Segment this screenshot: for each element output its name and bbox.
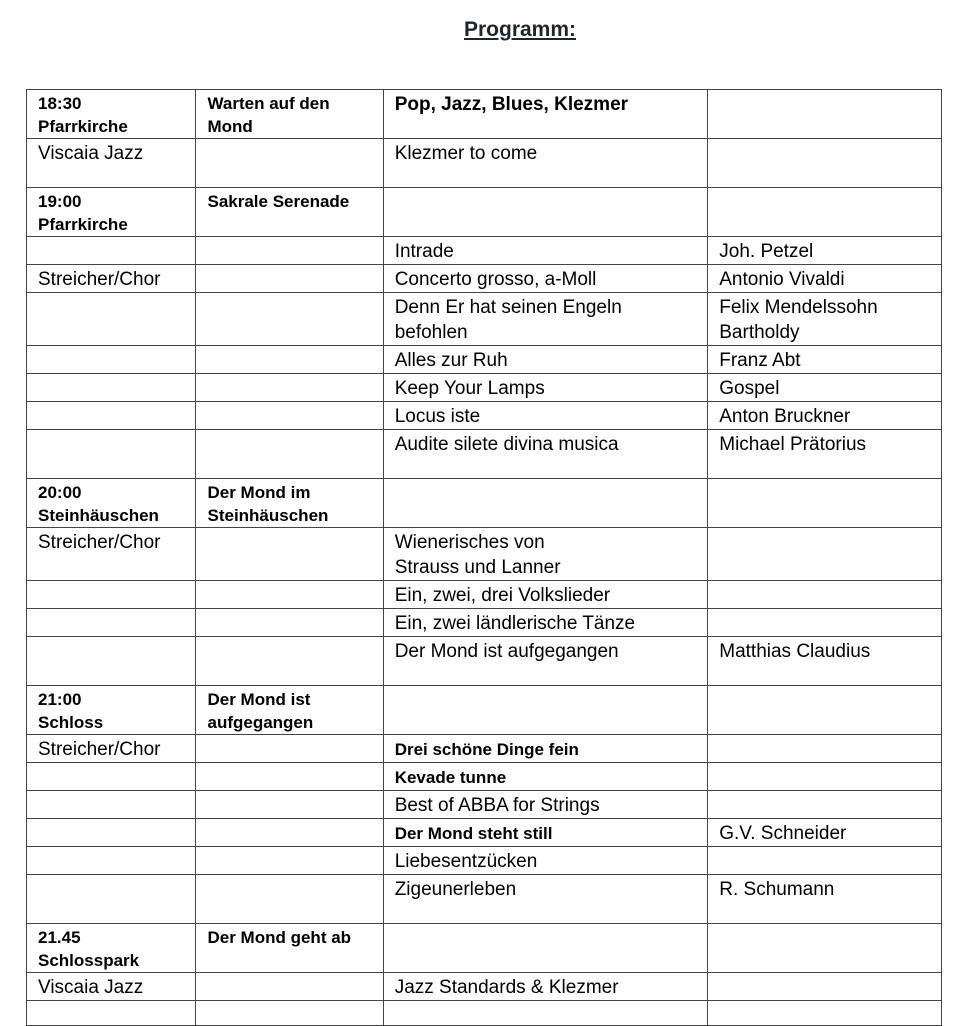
time-venue-cell: [27, 609, 196, 637]
composer-cell: Gospel: [708, 374, 942, 402]
composer-cell: Michael Prätorius: [708, 430, 942, 479]
table-row: [27, 609, 942, 637]
program-title-cell: [196, 609, 383, 637]
program-title-cell: [196, 139, 383, 188]
table-row: [27, 819, 942, 847]
time-venue-cell: [27, 237, 196, 265]
time-venue-cell: Viscaia Jazz: [27, 139, 196, 188]
composer-cell: [708, 791, 942, 819]
piece-cell: Ein, zwei ländlerische Tänze: [383, 609, 708, 637]
table-row: [27, 237, 942, 265]
piece-cell: Locus iste: [383, 402, 708, 430]
table-row: [27, 139, 942, 188]
program-title-cell: [196, 819, 383, 847]
composer-cell: Franz Abt: [708, 346, 942, 374]
piece-cell: Ein, zwei, drei Volkslieder: [383, 581, 708, 609]
composer-cell: Joh. Petzel: [708, 237, 942, 265]
piece-cell: Keep Your Lamps: [383, 374, 708, 402]
composer-cell: R. Schumann: [708, 875, 942, 924]
time-venue-cell: 19:00 Pfarrkirche: [27, 188, 196, 237]
time-venue-cell: [27, 875, 196, 924]
program-title-cell: Der Mond geht ab: [196, 924, 383, 973]
time-venue-cell: [27, 581, 196, 609]
composer-cell: [708, 609, 942, 637]
time-venue-cell: [27, 374, 196, 402]
program-table: [26, 89, 942, 1026]
composer-cell: [708, 479, 942, 528]
table-row: [27, 293, 942, 346]
piece-cell: Der Mond ist aufgegangen: [383, 637, 708, 686]
table-row: [27, 1001, 942, 1026]
table-row: [27, 847, 942, 875]
program-title-cell: Sakrale Serenade: [196, 188, 383, 237]
composer-cell: [708, 90, 942, 139]
program-title-cell: [196, 1001, 383, 1026]
piece-cell: [383, 686, 708, 735]
piece-cell: Jazz Standards & Klezmer: [383, 973, 708, 1001]
program-title-cell: Der Mond ist aufgegangen: [196, 686, 383, 735]
composer-cell: Felix Mendelssohn Bartholdy: [708, 293, 942, 346]
composer-cell: [708, 973, 942, 1001]
piece-cell: Der Mond steht still: [383, 819, 708, 847]
piece-cell: [383, 479, 708, 528]
table-row: [27, 875, 942, 924]
program-title-cell: [196, 237, 383, 265]
time-venue-cell: [27, 763, 196, 791]
table-row: [27, 90, 942, 139]
piece-cell: Kevade tunne: [383, 763, 708, 791]
table-row: [27, 791, 942, 819]
program-title-cell: [196, 763, 383, 791]
program-title-cell: [196, 265, 383, 293]
table-row: [27, 924, 942, 973]
piece-cell: Denn Er hat seinen Engeln befohlen: [383, 293, 708, 346]
piece-cell: Intrade: [383, 237, 708, 265]
piece-cell: Concerto grosso, a-Moll: [383, 265, 708, 293]
piece-cell: Alles zur Ruh: [383, 346, 708, 374]
composer-cell: [708, 847, 942, 875]
program-title-cell: [196, 430, 383, 479]
composer-cell: [708, 686, 942, 735]
piece-cell: Klezmer to come: [383, 139, 708, 188]
program-title-cell: [196, 346, 383, 374]
table-row: [27, 430, 942, 479]
program-title-cell: [196, 402, 383, 430]
time-venue-cell: 21.45 Schlosspark: [27, 924, 196, 973]
time-venue-cell: [27, 430, 196, 479]
time-venue-cell: [27, 791, 196, 819]
piece-cell: Pop, Jazz, Blues, Klezmer: [383, 90, 708, 139]
program-title-cell: [196, 637, 383, 686]
time-venue-cell: [27, 402, 196, 430]
program-title-cell: [196, 735, 383, 763]
time-venue-cell: 18:30 Pfarrkirche: [27, 90, 196, 139]
composer-cell: Matthias Claudius: [708, 637, 942, 686]
time-venue-cell: Streicher/Chor: [27, 265, 196, 293]
table-row: [27, 528, 942, 581]
table-row: [27, 479, 942, 528]
table-row: [27, 188, 942, 237]
composer-cell: [708, 528, 942, 581]
table-row: [27, 581, 942, 609]
program-title-cell: [196, 973, 383, 1001]
piece-cell: Wienerisches von Strauss und Lanner: [383, 528, 708, 581]
table-row: [27, 763, 942, 791]
program-title-cell: [196, 791, 383, 819]
composer-cell: [708, 735, 942, 763]
table-row: [27, 346, 942, 374]
time-venue-cell: [27, 637, 196, 686]
time-venue-cell: [27, 819, 196, 847]
composer-cell: [708, 581, 942, 609]
time-venue-cell: 20:00 Steinhäuschen: [27, 479, 196, 528]
table-row: [27, 402, 942, 430]
piece-cell: Drei schöne Dinge fein: [383, 735, 708, 763]
piece-cell: [383, 1001, 708, 1026]
program-table-body: [27, 90, 942, 1026]
time-venue-cell: Streicher/Chor: [27, 528, 196, 581]
piece-cell: Zigeunerleben: [383, 875, 708, 924]
time-venue-cell: 21:00 Schloss: [27, 686, 196, 735]
time-venue-cell: [27, 293, 196, 346]
table-row: [27, 973, 942, 1001]
program-title-cell: [196, 374, 383, 402]
program-title-cell: Der Mond im Steinhäuschen: [196, 479, 383, 528]
table-row: [27, 637, 942, 686]
piece-cell: Liebesentzücken: [383, 847, 708, 875]
piece-cell: [383, 924, 708, 973]
program-title-cell: [196, 847, 383, 875]
composer-cell: [708, 139, 942, 188]
piece-cell: Audite silete divina musica: [383, 430, 708, 479]
composer-cell: G.V. Schneider: [708, 819, 942, 847]
page-title: Programm:: [463, 18, 577, 41]
composer-cell: Anton Bruckner: [708, 402, 942, 430]
time-venue-cell: Streicher/Chor: [27, 735, 196, 763]
time-venue-cell: [27, 847, 196, 875]
composer-cell: [708, 188, 942, 237]
program-title-cell: [196, 581, 383, 609]
program-title-cell: Warten auf den Mond: [196, 90, 383, 139]
piece-cell: [383, 188, 708, 237]
program-title-cell: [196, 293, 383, 346]
table-row: [27, 735, 942, 763]
piece-cell: Best of ABBA for Strings: [383, 791, 708, 819]
composer-cell: [708, 763, 942, 791]
table-row: [27, 686, 942, 735]
time-venue-cell: [27, 346, 196, 374]
time-venue-cell: [27, 1001, 196, 1026]
composer-cell: [708, 1001, 942, 1026]
program-title-cell: [196, 875, 383, 924]
program-title-cell: [196, 528, 383, 581]
composer-cell: [708, 924, 942, 973]
time-venue-cell: Viscaia Jazz: [27, 973, 196, 1001]
composer-cell: Antonio Vivaldi: [708, 265, 942, 293]
table-row: [27, 374, 942, 402]
table-row: [27, 265, 942, 293]
